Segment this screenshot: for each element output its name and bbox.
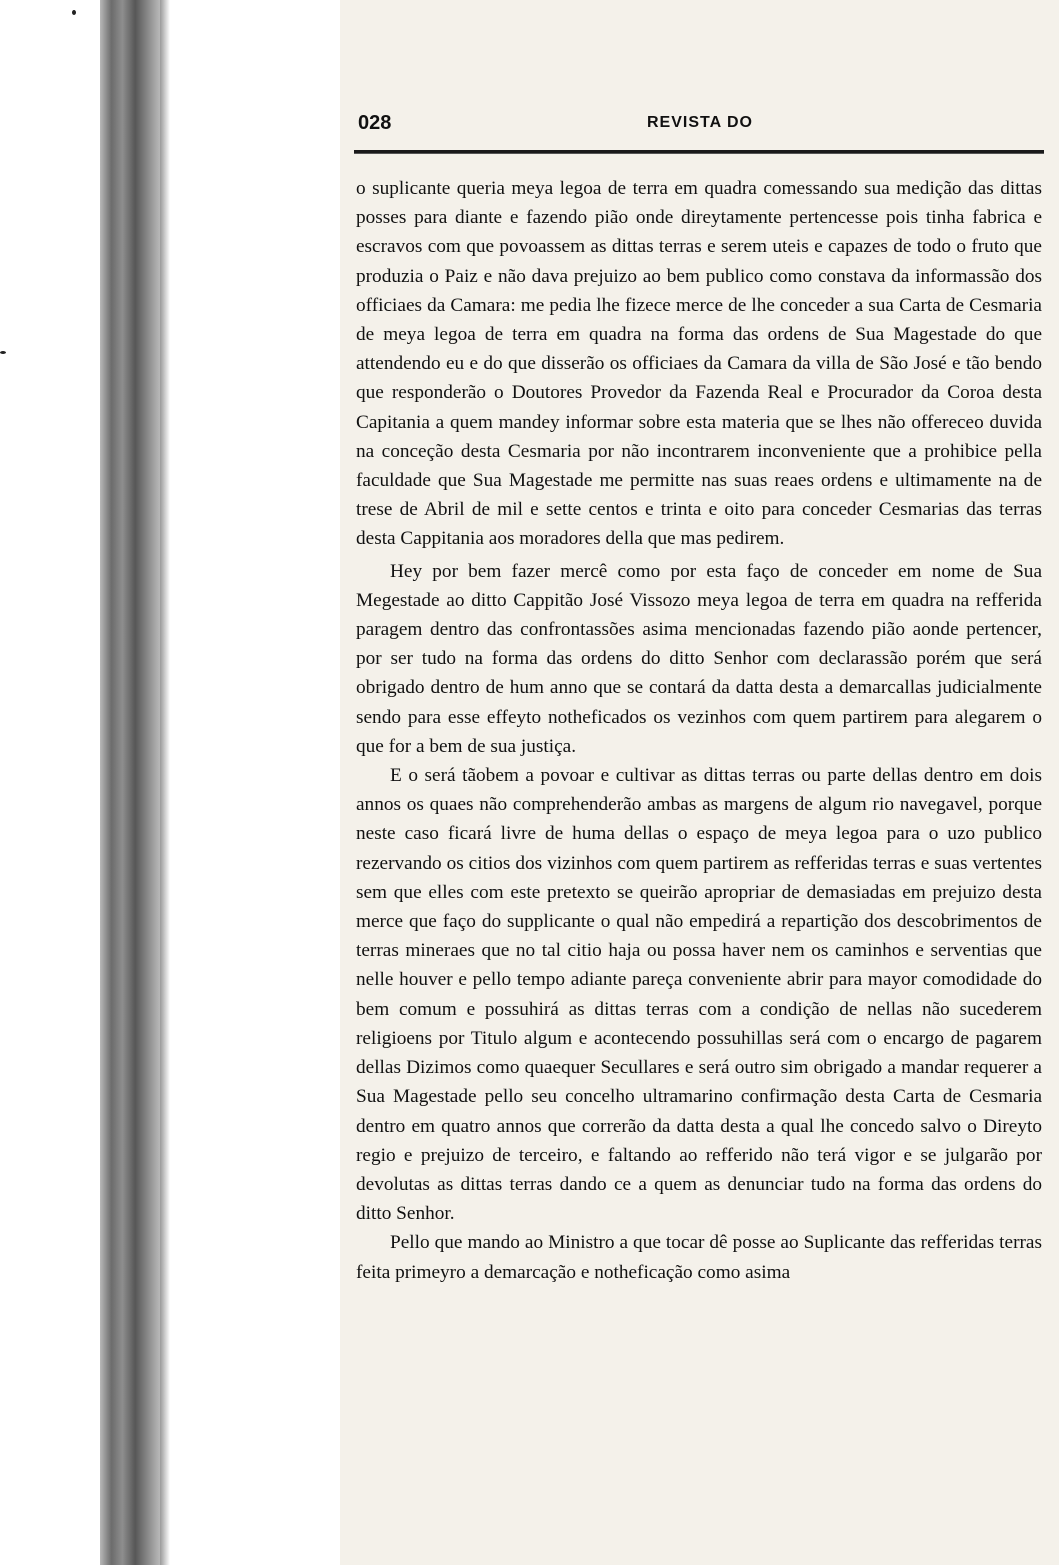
page-number: 028: [358, 112, 392, 134]
paragraph: E o será tãobem a povoar e cultivar as dittas terras ou parte dellas dentro em dois annos os quaes não comprehenderão ambas as margens de algum rio navegavel, porque neste caso ficará livre de huma dellas o espaço de meya legoa para o uzo publico rezervando os citios dos vizinhos com quem partirem as refferidas terras e suas vertentes sem que elles com este pretexto se queirão apropriar de demasiadas em prejuizo desta merce que faço do supplicante o qual não empedirá a repartição dos descobrimentos de terras mineraes que no tal citio haja ou possa haver nem os caminhos e serventias que nelle houver e pello tempo adiante pareça conveniente abrir para mayor comodidade do bem comum e possuhirá as dittas terras com a condição de nellas não sucederem religioens por Titulo algum e acontecendo possuhillas será com o encargo de pagarem dellas Dizimos como quaequer Secullares e será outro sim obrigado a mandar requerer a Sua Magestade pello seu concelho ultramarino confirmação desta Carta de Cesmaria dentro em quatro annos que correrão da datta desta a qual lhe concedo salvo o Direyto regio e prejuizo de terceiro, e faltando ao refferido não terá vigor e se julgarão por devolutas as dittas terras dando ce a quem as denunciar tudo na forma das ordens do ditto Senhor.: [356, 765, 1042, 1225]
running-head: REVISTA DO: [646, 114, 753, 131]
book-spine-edge: [160, 0, 170, 1565]
book-spine-shadow: [100, 0, 164, 1565]
paragraph: Hey por bem fazer mercê como por esta faço de conceder em nome de Sua Megestade ao ditto Cappitão José Vissozo meya legoa de terra em quadra na refferida paragem dentro das confrontassões asima mencionadas fazendo pião aonde pertencer, por ser tudo na forma das ordens do ditto Senhor com declarassão porém que será obrigado dentro de hum anno que se contará da datta desta a demarcallas judicialmente sendo para esse effeyto notheficados os vezinhos com quem partirem para alegarem o que for a bem de sua justiça.: [356, 560, 1042, 757]
paragraph: Pello que mando ao Ministro a que tocar dê posse ao Suplicante das refferidas terras feita primeyro a demarcação e notheficação como asima: [356, 1232, 1042, 1283]
book-page: [350, 98, 1050, 1565]
scan-speck: [0, 351, 6, 354]
page-header: [350, 98, 1050, 138]
scan-speck: [72, 10, 76, 15]
scan-margin: [0, 0, 340, 1565]
body-text: [356, 174, 1042, 1287]
paragraph: o suplicante queria meya legoa de terra em quadra comessando sua medição das dittas posses para diante e fazendo pião onde direytamente pertencesse pois tinha fabrica e escravos com que povoassem as dittas terras e serem uteis e capazes de todo o fruto que produzia o Paiz e não dava prejuizo ao bem publico como constava da informassão dos officiaes da Camara: me pedia lhe fizece merce de lhe conceder a sua Carta de Cesmaria de meya legoa de terra em quadra na forma das ordens de Sua Magestade do que attendendo eu e do que disserão os officiaes da Camara da villa de São José e tão bendo que responderão o Doutores Provedor da Fazenda Real e Procurador da Coroa desta Capitania a quem mandey informar sobre esta materia que se lhes não offereceo duvida na conceção desta Cesmaria por não incontrarem inconveniente que a prohibice pella faculdade que Sua Magestade me permitte nas suas reaes ordens e ultimamente na de trese de Abril de mil e sette centos e trinta e oito para conceder Cesmarias das terras desta Cappitania aos moradores della que mas pedirem.: [356, 178, 1042, 550]
header-rule: [354, 150, 1044, 154]
